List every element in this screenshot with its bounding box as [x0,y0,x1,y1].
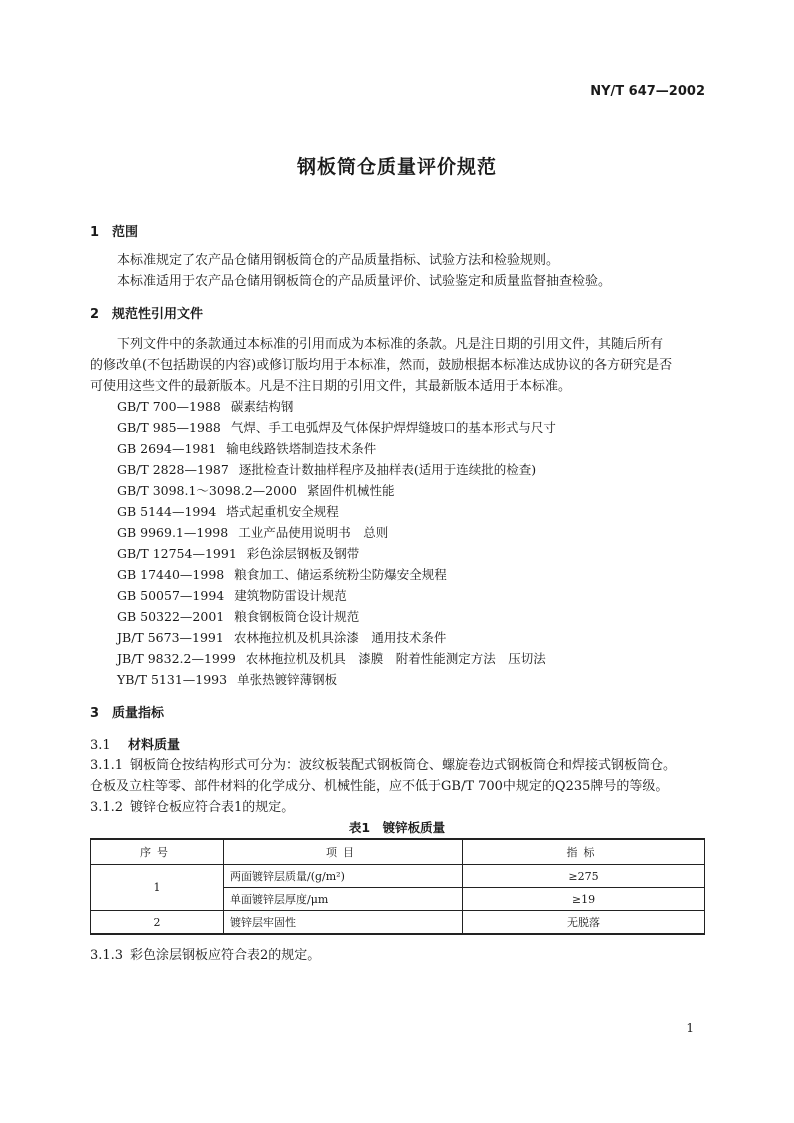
reference-item [117,628,446,646]
reference-code: GB/T 12754—1991 [117,546,237,561]
section-3-heading [90,702,164,721]
reference-code: GB 5144—1994 [117,504,217,519]
item-cell: 镀锌层牢固性 [224,911,463,935]
reference-item [117,544,359,562]
subsection-3-1 [90,734,180,753]
clause-text: 钢板筒仓按结构形式可分为：波纹板装配式钢板筒仓、螺旋卷边式钢板筒仓和焊接式钢板筒仓。 [130,758,677,773]
reference-code: JB/T 5673—1991 [117,630,224,645]
column-header: 序号 [91,839,224,865]
clause-number: 3.1.3 [90,948,124,963]
clause-text: 彩色涂层钢板应符合表2的规定。 [130,948,321,963]
page-number: 1 [686,1021,694,1035]
reference-item [117,418,556,436]
reference-title: 气焊、手工电弧焊及气体保护焊焊缝坡口的基本形式与尺寸 [230,420,556,435]
clause-3-1-2 [90,796,294,815]
paragraph-line: 下列文件中的条款通过本标准的引用而成为本标准的条款。凡是注日期的引用文件，其随后所有 [117,337,664,352]
reference-title: 彩色涂层钢板及钢带 [246,546,360,561]
reference-title: 单张热镀锌薄钢板 [237,672,338,687]
clause-number: 3.1.1 [90,758,124,773]
reference-title: 塔式起重机安全规程 [226,504,339,519]
table-header-row [91,839,705,865]
paragraph-line: 的修改单(不包括勘误的内容)或修订版均用于本标准，然而，鼓励根据本标准达成协议的各方研究是否 [90,358,673,373]
galvanized-sheet-quality-table [90,838,705,935]
row-number-cell: 2 [91,911,224,935]
clause-3-1-1 [90,754,676,773]
reference-title: 紧固件机械性能 [306,483,395,498]
value-cell: 无脱落 [463,911,705,935]
reference-title: 逐批检查计数抽样程序及抽样表(适用于连续批的检查) [238,462,537,477]
item-cell: 单面镀锌层厚度/μm [224,888,463,911]
reference-item [117,649,546,667]
section-2-heading [90,303,203,322]
reference-code: GB 50322—2001 [117,609,225,624]
section-title: 规范性引用文件 [112,307,204,322]
reference-item [117,481,395,499]
value-cell: ≥19 [463,888,705,911]
table-row [91,911,705,935]
paragraph: 本标准适用于农产品仓储用钢板筒仓的产品质量评价、试验鉴定和质量监督抽查检验。 [117,274,612,289]
reference-code: YB/T 5131—1993 [117,672,228,687]
reference-title: 粮食钢板筒仓设计规范 [234,609,360,624]
subsection-title: 材料质量 [128,738,181,753]
clause-number: 3.1.2 [90,800,124,815]
reference-item [117,397,293,415]
reference-item [117,523,388,541]
reference-code: GB/T 985—1988 [117,420,221,435]
reference-item [117,670,337,688]
section-1-heading [90,221,138,240]
reference-code: GB 2694—1981 [117,441,217,456]
reference-item [117,565,447,583]
paragraph: 本标准规定了农产品仓储用钢板筒仓的产品质量指标、试验方法和检验规则。 [117,253,560,268]
section-number: 3 [90,706,100,721]
section-number: 2 [90,307,100,322]
item-cell: 两面镀锌层质量/(g/m²) [224,865,463,888]
reference-code: GB 17440—1998 [117,567,225,582]
reference-title: 粮食加工、储运系统粉尘防爆安全规程 [234,567,447,582]
column-header: 项目 [224,839,463,865]
table-caption: 表1 镀锌板质量 [348,820,446,835]
reference-title: 工业产品使用说明书 总则 [238,525,389,540]
standard-code: NY/T 647—2002 [590,84,705,99]
reference-item [117,607,359,625]
reference-code: GB/T 3098.1～3098.2—2000 [117,483,297,498]
column-header: 指标 [463,839,705,865]
reference-code: JB/T 9832.2—1999 [117,651,236,666]
reference-item [117,586,347,604]
reference-item [117,460,536,478]
reference-code: GB 9969.1—1998 [117,525,229,540]
reference-item [117,502,339,520]
reference-title: 农林拖拉机及机具 漆膜 附着性能测定方法 压切法 [245,651,546,666]
subsection-number: 3.1 [90,738,111,753]
clause-text-line: 仓板及立柱等零、部件材料的化学成分、机械性能，应不低于GB/T 700中规定的Q235牌号的等级。 [90,779,669,794]
reference-code: GB 50057—1994 [117,588,225,603]
reference-title: 建筑物防雷设计规范 [234,588,347,603]
reference-code: GB/T 2828—1987 [117,462,229,477]
row-number-cell: 1 [91,865,224,911]
value-cell: ≥275 [463,865,705,888]
section-title: 质量指标 [112,706,165,721]
document-title: 钢板筒仓质量评价规范 [296,156,497,178]
paragraph-line: 可使用这些文件的最新版本。凡是不注日期的引用文件，其最新版本适用于本标准。 [90,379,572,394]
reference-title: 农林拖拉机及机具涂漆 通用技术条件 [233,630,447,645]
reference-code: GB/T 700—1988 [117,399,221,414]
table-row [91,865,705,888]
clause-3-1-3 [90,944,320,963]
section-title: 范围 [112,225,139,240]
reference-item [117,439,376,457]
reference-title: 碳素结构钢 [230,399,294,414]
clause-text: 镀锌仓板应符合表1的规定。 [130,800,295,815]
reference-title: 输电线路铁塔制造技术条件 [226,441,377,456]
section-number: 1 [90,225,100,240]
